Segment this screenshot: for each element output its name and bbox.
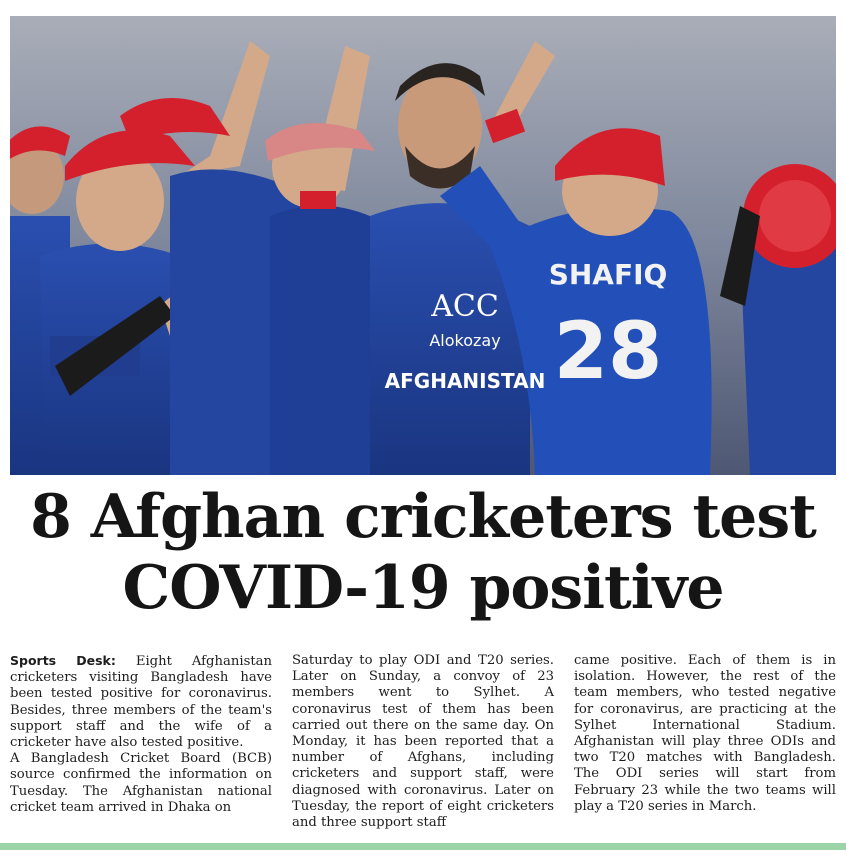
headline — [10, 482, 836, 624]
dateline: Sports Desk: — [10, 653, 116, 668]
article-body — [10, 653, 836, 833]
shirt-sponsor-text: Alokozay — [429, 331, 501, 350]
shirt-logo-text: ACC — [431, 289, 499, 324]
bottom-divider — [0, 843, 846, 850]
cricketers-celebration-illustration — [10, 16, 836, 475]
article-column-3 — [574, 653, 836, 833]
paragraph: Saturday to play ODI and T20 series. Later on Sunday, a convoy of 23 members went to Sylhet. A coronavirus test of them has been carried out there on the same day. On Monday, it has been reported that a number of Afghans, including cricketers and support staff, were diagnosed with coronavirus. Later on Tuesday, the report of eight cricketers and three support staff — [292, 653, 554, 831]
article-column-2 — [292, 653, 554, 833]
paragraph-text: Eight Afghanistan cricketers visiting Bangladesh have been tested positive for coronavirus. Besides, three members of the team's support staff and the wife of a cricketer have also tested positive. — [10, 654, 272, 751]
jersey-name-text: SHAFIQ — [548, 258, 668, 291]
headline-line-2: COVID-19 positive — [122, 553, 724, 623]
headline-line-1: 8 Afghan cricketers test — [30, 482, 816, 552]
article-column-1 — [10, 653, 272, 833]
paragraph — [10, 653, 272, 751]
paragraph: A Bangladesh Cricket Board (BCB) source confirmed the information on Tuesday. The Afghanistan national cricket team arrived in Dhaka on — [10, 751, 272, 815]
jersey-number-text: 28 — [553, 307, 663, 397]
shirt-team-text: AFGHANISTAN — [384, 369, 546, 393]
news-photo — [10, 16, 836, 475]
paragraph: came positive. Each of them is in isolation. However, the rest of the team members, who tested negative for coronavirus, are practicing at the Sylhet International Stadium. Afghanistan will play three ODIs and two T20 matches with Bangladesh. The ODI series will start from February 23 while the two teams will play a T20 series in March. — [574, 653, 836, 814]
